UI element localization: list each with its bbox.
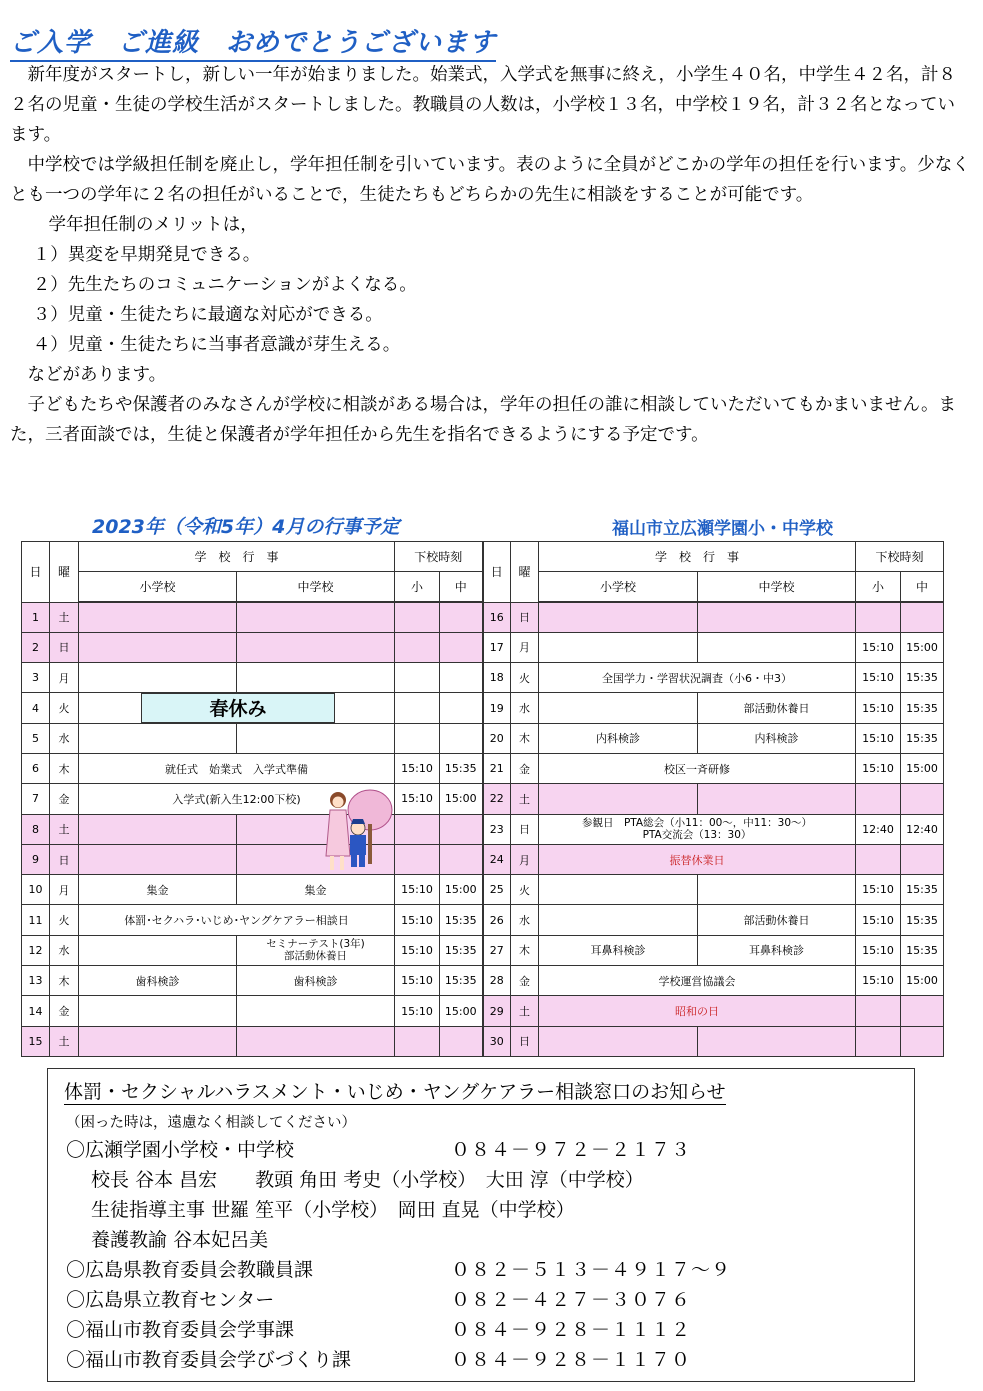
consultation-notice <box>47 1068 915 1382</box>
dismissal-small-cell: 15:10 <box>395 935 440 965</box>
dismissal-small-cell: 15:10 <box>856 753 901 783</box>
dismissal-small-cell <box>395 844 440 874</box>
merit-item: １）異変を早期発見できる。 <box>32 245 261 265</box>
header-weekday: 曜 <box>511 542 539 603</box>
day-cell: 11 <box>22 905 50 935</box>
day-cell: 22 <box>483 784 511 814</box>
contact-line <box>66 1225 268 1252</box>
day-cell: 14 <box>22 996 50 1026</box>
event-cell: 就任式 始業式 入学式準備 <box>79 753 395 783</box>
dismissal-small-cell: 15:10 <box>395 905 440 935</box>
weekday-cell: 土 <box>50 814 79 844</box>
weekday-cell: 金 <box>50 784 79 814</box>
weekday-cell: 土 <box>511 996 539 1026</box>
header-weekday: 曜 <box>50 542 79 603</box>
dismissal-small-cell <box>395 663 440 693</box>
elementary-event-cell: 耳鼻科検診 <box>539 935 698 965</box>
event-schedule-table <box>21 541 944 1057</box>
weekday-cell: 金 <box>511 753 539 783</box>
elementary-event-cell <box>539 693 698 723</box>
dismissal-small-cell: 15:10 <box>856 966 901 996</box>
day-cell: 20 <box>483 723 511 753</box>
header-junior: 中学校 <box>698 572 856 603</box>
day-cell: 24 <box>483 844 511 874</box>
dismissal-small-cell: 15:10 <box>856 723 901 753</box>
weekday-cell: 水 <box>511 905 539 935</box>
day-cell: 27 <box>483 935 511 965</box>
dismissal-small-cell: 12:40 <box>856 814 901 844</box>
contact-line <box>66 1315 692 1342</box>
header-events: 学 校 行 事 <box>539 542 856 572</box>
day-cell: 1 <box>22 602 50 632</box>
day-cell: 12 <box>22 935 50 965</box>
dismissal-small-cell: 15:10 <box>856 935 901 965</box>
header-elementary: 小学校 <box>539 572 698 603</box>
day-cell: 23 <box>483 814 511 844</box>
day-cell: 15 <box>22 1026 50 1056</box>
junior-event-cell: 耳鼻科検診 <box>698 935 856 965</box>
dismissal-middle-cell: 15:35 <box>901 905 944 935</box>
weekday-cell: 火 <box>511 663 539 693</box>
junior-event-cell <box>237 996 395 1026</box>
elementary-event-cell <box>79 814 237 844</box>
dismissal-middle-cell <box>440 1026 483 1056</box>
dismissal-middle-cell: 15:00 <box>440 875 483 905</box>
dismissal-middle-cell: 15:35 <box>440 935 483 965</box>
schedule-row <box>22 935 944 965</box>
dismissal-small-cell: 15:10 <box>856 632 901 662</box>
dismissal-middle-cell: 15:00 <box>901 753 944 783</box>
contact-line <box>66 1195 575 1222</box>
schedule-row <box>22 814 944 844</box>
dismissal-small-cell <box>395 602 440 632</box>
junior-event-cell <box>698 784 856 814</box>
contact-label: 校長 谷本 昌宏 教頭 角田 考史（小学校） 大田 淳（中学校） <box>66 1169 644 1191</box>
weekday-cell: 月 <box>50 875 79 905</box>
junior-event-cell <box>237 663 395 693</box>
contact-label: 〇福山市教育委員会学びづくり課 <box>66 1349 352 1371</box>
dismissal-middle-cell: 15:35 <box>901 935 944 965</box>
day-cell: 28 <box>483 966 511 996</box>
dismissal-middle-cell <box>440 723 483 753</box>
weekday-cell: 日 <box>511 814 539 844</box>
contact-line <box>66 1135 692 1162</box>
header-small: 小 <box>856 572 901 603</box>
header-middle: 中 <box>440 572 483 603</box>
intro-text <box>10 60 972 450</box>
junior-event-cell <box>237 632 395 662</box>
contact-phone: ０８４－９２８－１１７０ <box>451 1349 692 1371</box>
header-day: 日 <box>483 542 511 603</box>
schedule-row <box>22 602 944 632</box>
contact-label: 生徒指導主事 世羅 笙平（小学校） 岡田 直晃（中学校） <box>66 1199 575 1221</box>
dismissal-middle-cell <box>440 602 483 632</box>
junior-event-cell <box>237 1026 395 1056</box>
elementary-event-cell <box>539 784 698 814</box>
day-cell: 13 <box>22 966 50 996</box>
day-cell: 16 <box>483 602 511 632</box>
dismissal-middle-cell: 15:35 <box>440 966 483 996</box>
dismissal-small-cell: 15:10 <box>856 663 901 693</box>
junior-event-cell <box>237 602 395 632</box>
contact-line <box>66 1165 644 1192</box>
elementary-event-cell <box>539 602 698 632</box>
event-cell: 参観日 PTA総会（小11：00～，中11：30～） PTA交流会（13：30） <box>539 814 856 844</box>
contact-label: 〇広島県立教育センター <box>66 1289 275 1311</box>
day-cell: 7 <box>22 784 50 814</box>
dismissal-small-cell <box>395 814 440 844</box>
junior-event-cell: セミナーテスト(3年) 部活動休養日 <box>237 935 395 965</box>
header-day: 日 <box>22 542 50 603</box>
event-cell: 昭和の日 <box>539 996 856 1026</box>
contact-phone: ０８２－４２７－３０７６ <box>451 1289 692 1311</box>
elementary-event-cell <box>79 602 237 632</box>
weekday-cell: 土 <box>50 1026 79 1056</box>
schedule-row <box>22 844 944 874</box>
spring-break-label: 春休み <box>141 693 335 723</box>
elementary-event-cell <box>539 875 698 905</box>
weekday-cell: 日 <box>511 602 539 632</box>
junior-event-cell <box>698 1026 856 1056</box>
schedule-row <box>22 663 944 693</box>
contact-label: 〇広島県教育委員会教職員課 <box>66 1259 314 1281</box>
junior-event-cell <box>698 632 856 662</box>
dismissal-middle-cell <box>901 784 944 814</box>
dismissal-small-cell <box>856 996 901 1026</box>
dismissal-middle-cell: 15:35 <box>901 723 944 753</box>
dismissal-middle-cell: 15:00 <box>440 784 483 814</box>
junior-event-cell: 歯科検診 <box>237 966 395 996</box>
elementary-event-cell <box>79 723 237 753</box>
elementary-event-cell <box>79 844 237 874</box>
schedule-row <box>22 632 944 662</box>
elementary-event-cell <box>79 1026 237 1056</box>
junior-event-cell: 集金 <box>237 875 395 905</box>
dismissal-small-cell: 15:10 <box>856 875 901 905</box>
paragraph: などがあります。 <box>27 365 167 385</box>
event-cell: 校区一斉研修 <box>539 753 856 783</box>
day-cell: 8 <box>22 814 50 844</box>
junior-event-cell <box>698 875 856 905</box>
dismissal-small-cell <box>856 602 901 632</box>
merit-item: ３）児童・生徒たちに最適な対応ができる。 <box>32 305 383 325</box>
weekday-cell: 土 <box>511 784 539 814</box>
weekday-cell: 金 <box>50 996 79 1026</box>
contact-label: 〇福山市教育委員会学事課 <box>66 1319 295 1341</box>
weekday-cell: 火 <box>50 693 79 723</box>
day-cell: 30 <box>483 1026 511 1056</box>
junior-event-cell <box>698 602 856 632</box>
contact-line <box>66 1345 692 1372</box>
elementary-event-cell: 歯科検診 <box>79 966 237 996</box>
day-cell: 19 <box>483 693 511 723</box>
elementary-event-cell <box>539 632 698 662</box>
schedule-row <box>22 753 944 783</box>
day-cell: 9 <box>22 844 50 874</box>
weekday-cell: 木 <box>511 723 539 753</box>
day-cell: 18 <box>483 663 511 693</box>
contact-label: 養護教諭 谷本妃呂美 <box>66 1229 269 1251</box>
paragraph: 学年担任制のメリットは， <box>48 215 258 235</box>
dismissal-small-cell <box>395 693 440 723</box>
dismissal-middle-cell <box>440 814 483 844</box>
weekday-cell: 金 <box>511 966 539 996</box>
paragraph: 中学校では学級担任制を廃止し，学年担任制を引いています。表のように全員がどこかの学年の担任を行います。少なくとも一つの学年に２名の担任がいることで，生徒たちもどちらかの先生に相談をすることが可能です。 <box>10 155 970 205</box>
day-cell: 3 <box>22 663 50 693</box>
header-events: 学 校 行 事 <box>79 542 395 572</box>
dismissal-small-cell <box>395 1026 440 1056</box>
weekday-cell: 月 <box>511 844 539 874</box>
schedule-row <box>22 905 944 935</box>
weekday-cell: 水 <box>50 723 79 753</box>
elementary-event-cell <box>79 632 237 662</box>
dismissal-middle-cell <box>440 693 483 723</box>
dismissal-middle-cell: 15:35 <box>440 905 483 935</box>
schedule-row <box>22 966 944 996</box>
page-headline: ご入学 ご進級 おめでとうございます <box>10 22 496 62</box>
day-cell: 4 <box>22 693 50 723</box>
day-cell: 21 <box>483 753 511 783</box>
junior-event-cell: 内科検診 <box>698 723 856 753</box>
dismissal-small-cell <box>395 632 440 662</box>
junior-event-cell: 部活動休養日 <box>698 905 856 935</box>
header-dismissal: 下校時刻 <box>856 542 944 572</box>
day-cell: 17 <box>483 632 511 662</box>
merit-item: ４）児童・生徒たちに当事者意識が芽生える。 <box>32 335 401 355</box>
contact-label: 〇広瀬学園小学校・中学校 <box>66 1139 295 1161</box>
dismissal-middle-cell: 15:35 <box>440 753 483 783</box>
weekday-cell: 日 <box>50 632 79 662</box>
dismissal-small-cell <box>856 784 901 814</box>
elementary-event-cell <box>539 1026 698 1056</box>
dismissal-small-cell: 15:10 <box>856 693 901 723</box>
paragraph: 子どもたちや保護者のみなさんが学校に相談がある場合は，学年の担任の誰に相談していただいてもかまいません。また，三者面談では，生徒と保護者が学年担任から先生を指名できるようにする予定です。 <box>10 395 957 445</box>
dismissal-small-cell <box>856 1026 901 1056</box>
schedule-row <box>22 1026 944 1056</box>
dismissal-small-cell: 15:10 <box>395 966 440 996</box>
day-cell: 25 <box>483 875 511 905</box>
dismissal-middle-cell: 15:00 <box>901 966 944 996</box>
event-cell: 入学式(新入生12:00下校) <box>79 784 395 814</box>
elementary-event-cell <box>79 996 237 1026</box>
schedule-row <box>22 784 944 814</box>
schedule-row <box>22 996 944 1026</box>
contact-phone: ０８４－９２８－１１１２ <box>451 1319 692 1341</box>
dismissal-middle-cell <box>901 844 944 874</box>
header-middle: 中 <box>901 572 944 603</box>
elementary-event-cell <box>79 935 237 965</box>
dismissal-small-cell <box>395 723 440 753</box>
weekday-cell: 木 <box>511 935 539 965</box>
day-cell: 26 <box>483 905 511 935</box>
weekday-cell: 火 <box>50 905 79 935</box>
dismissal-middle-cell <box>440 844 483 874</box>
day-cell: 5 <box>22 723 50 753</box>
merit-item: ２）先生たちのコミュニケーションがよくなる。 <box>32 275 417 295</box>
contact-line <box>66 1285 692 1312</box>
weekday-cell: 水 <box>511 693 539 723</box>
elementary-event-cell <box>539 905 698 935</box>
dismissal-middle-cell: 15:35 <box>901 693 944 723</box>
dismissal-middle-cell: 15:35 <box>901 875 944 905</box>
weekday-cell: 日 <box>511 1026 539 1056</box>
header-dismissal: 下校時刻 <box>395 542 483 572</box>
elementary-event-cell <box>79 663 237 693</box>
day-cell: 29 <box>483 996 511 1026</box>
junior-event-cell: 部活動休養日 <box>698 693 856 723</box>
header-junior: 中学校 <box>237 572 395 603</box>
notice-subtitle: （困った時は，遠慮なく相談してください） <box>66 1115 356 1131</box>
dismissal-middle-cell <box>901 1026 944 1056</box>
weekday-cell: 木 <box>50 966 79 996</box>
dismissal-small-cell: 15:10 <box>395 753 440 783</box>
dismissal-middle-cell <box>440 663 483 693</box>
dismissal-middle-cell <box>901 996 944 1026</box>
weekday-cell: 月 <box>50 663 79 693</box>
dismissal-middle-cell: 12:40 <box>901 814 944 844</box>
header-small: 小 <box>395 572 440 603</box>
notice-title: 体罰・セクシャルハラスメント・いじめ・ヤングケアラー相談窓口のお知らせ <box>64 1077 726 1105</box>
dismissal-small-cell: 15:10 <box>856 905 901 935</box>
schedule-title: 2023年（令和5年）4月の行事予定 <box>92 516 400 538</box>
contact-line <box>66 1255 732 1282</box>
dismissal-small-cell: 15:10 <box>395 996 440 1026</box>
paragraph: 新年度がスタートし，新しい一年が始まりました。始業式，入学式を無事に終え，小学生４０名，中学生４２名，計８２名の児童・生徒の学校生活がスタートしました。教職員の人数は，小学校１３名，中学校１９名，計３２名となっています。 <box>10 65 957 145</box>
event-cell: 振替休業日 <box>539 844 856 874</box>
event-cell: 学校運営協議会 <box>539 966 856 996</box>
schedule-row <box>22 723 944 753</box>
weekday-cell: 土 <box>50 602 79 632</box>
dismissal-middle-cell: 15:00 <box>440 996 483 1026</box>
dismissal-small-cell <box>856 844 901 874</box>
day-cell: 2 <box>22 632 50 662</box>
dismissal-small-cell: 15:10 <box>395 875 440 905</box>
weekday-cell: 月 <box>511 632 539 662</box>
school-name: 福山市立広瀬学園小・中学校 <box>612 519 833 539</box>
event-cell: 体罰･セクハラ･いじめ･ヤングケアラー相談日 <box>79 905 395 935</box>
weekday-cell: 火 <box>511 875 539 905</box>
schedule-row <box>22 875 944 905</box>
contact-phone: ０８４－９７２－２１７３ <box>451 1139 692 1161</box>
elementary-event-cell: 内科検診 <box>539 723 698 753</box>
dismissal-middle-cell <box>901 602 944 632</box>
entrance-ceremony-illustration <box>318 786 394 876</box>
weekday-cell: 水 <box>50 935 79 965</box>
dismissal-middle-cell: 15:00 <box>901 632 944 662</box>
dismissal-small-cell: 15:10 <box>395 784 440 814</box>
day-cell: 6 <box>22 753 50 783</box>
header-elementary: 小学校 <box>79 572 237 603</box>
day-cell: 10 <box>22 875 50 905</box>
event-cell: 全国学力・学習状況調査（小6・中3） <box>539 663 856 693</box>
contact-phone: ０８２－５１３－４９１７～９ <box>451 1259 732 1281</box>
junior-event-cell <box>237 723 395 753</box>
weekday-cell: 木 <box>50 753 79 783</box>
dismissal-middle-cell <box>440 632 483 662</box>
dismissal-middle-cell: 15:35 <box>901 663 944 693</box>
weekday-cell: 日 <box>50 844 79 874</box>
elementary-event-cell: 集金 <box>79 875 237 905</box>
